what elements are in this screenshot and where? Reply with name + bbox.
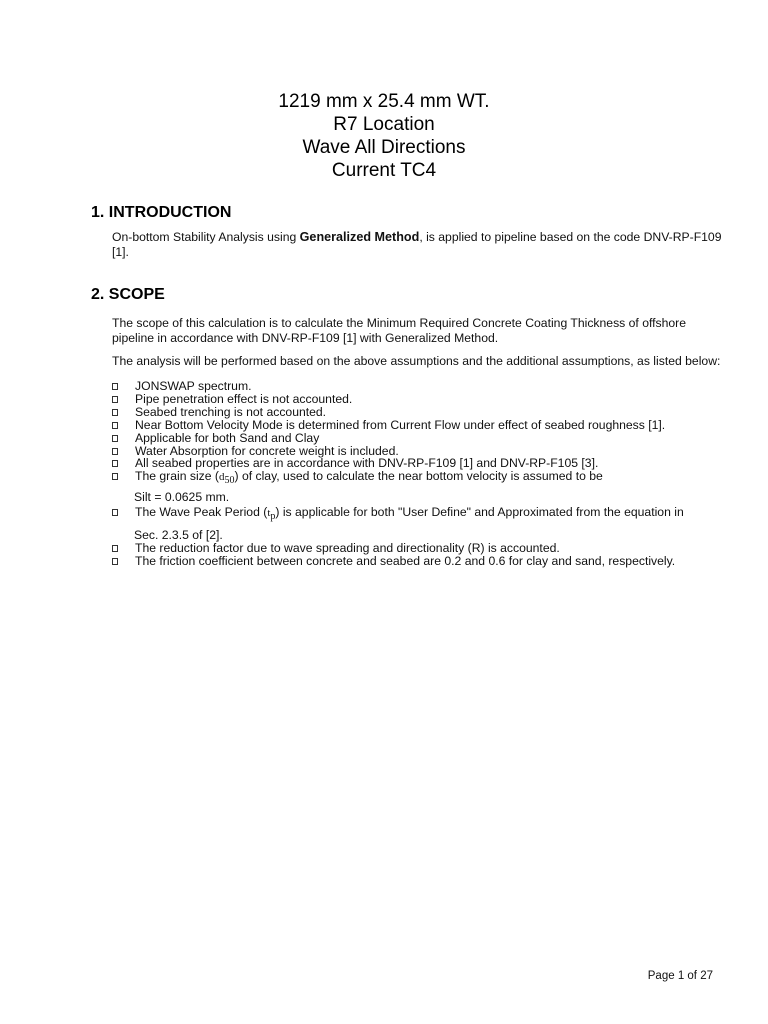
list-item-text: Water Absorption for concrete weight is included.: [135, 443, 399, 458]
wave-symbol: t: [267, 507, 271, 520]
list-item-text: Applicable for both Sand and Clay: [135, 430, 320, 445]
title-line-2: R7 Location: [333, 114, 435, 135]
grain-subscript: 50: [224, 475, 235, 487]
list-item-text: Near Bottom Velocity Mode is determined from Current Flow under effect of seabed roughness [1].: [135, 417, 666, 432]
intro-text-after: , is applied to pipeline based on the code DNV-RP-F109 [1].: [112, 230, 722, 259]
list-item: [112, 555, 722, 568]
document-title: [0, 90, 768, 182]
list-item-text: Seabed trenching is not accounted.: [135, 404, 327, 419]
wave-subscript: p: [270, 511, 276, 523]
list-item-grain-size: [112, 470, 722, 485]
checkbox-bullet-icon: [112, 448, 118, 455]
checkbox-bullet-icon: [112, 396, 118, 403]
wave-continuation: Sec. 2.3.5 of [2].: [134, 528, 223, 543]
grain-text-after: ) of clay, used to calculate the near bottom velocity is assumed to be: [234, 469, 603, 484]
checkbox-bullet-icon: [112, 545, 118, 552]
scope-paragraph-2: The analysis will be performed based on the above assumptions and the additional assumptions, as listed below:: [112, 354, 721, 368]
list-item-wave-period: [112, 506, 722, 521]
list-item-text: JONSWAP spectrum.: [135, 379, 252, 393]
checkbox-bullet-icon: [112, 473, 118, 480]
checkbox-bullet-icon: [112, 435, 118, 442]
scope-paragraph-1: The scope of this calculation is to calculate the Minimum Required Concrete Coating Thickness of offshore pipeline in accordance with DNV-RP-F109 [1] with Generalized Method.: [112, 316, 687, 345]
title-line-1: 1219 mm x 25.4 mm WT.: [278, 91, 490, 112]
list-item-text: Pipe penetration effect is not accounted.: [135, 391, 353, 406]
page-number: Page 1 of 27: [647, 970, 713, 982]
title-line-4: Current TC4: [331, 160, 437, 181]
wave-text-before: The Wave Peak Period (: [135, 505, 268, 520]
checkbox-bullet-icon: [112, 409, 118, 416]
title-line-3: Wave All Directions: [302, 137, 466, 158]
checkbox-bullet-icon: [112, 460, 118, 467]
checkbox-bullet-icon: [112, 558, 118, 565]
introduction-paragraph: [112, 230, 722, 259]
checkbox-bullet-icon: [112, 383, 118, 390]
list-item-text: All seabed properties are in accordance with DNV-RP-F109 [1] and DNV-RP-F105 [3].: [135, 456, 599, 471]
wave-text-after: ) is applicable for both "User Define" and Approximated from the equation in: [275, 505, 684, 520]
section-introduction-heading: 1. INTRODUCTION: [91, 204, 232, 221]
grain-continuation: Silt = 0.0625 mm.: [134, 490, 230, 505]
section-scope-heading: 2. SCOPE: [91, 286, 165, 303]
intro-bold-method: Generalized Method: [299, 230, 420, 244]
grain-text-before: The grain size (: [135, 469, 219, 484]
grain-symbol: d: [219, 471, 225, 484]
checkbox-bullet-icon: [112, 509, 118, 516]
list-item-text: The reduction factor due to wave spreading and directionality (R) is accounted.: [135, 540, 560, 555]
list-item-text: The friction coefficient between concrete and seabed are 0.2 and 0.6 for clay and sand, respectively.: [135, 553, 676, 568]
assumption-list: [112, 380, 722, 568]
checkbox-bullet-icon: [112, 422, 118, 429]
intro-text-before: On-bottom Stability Analysis using: [112, 230, 300, 244]
